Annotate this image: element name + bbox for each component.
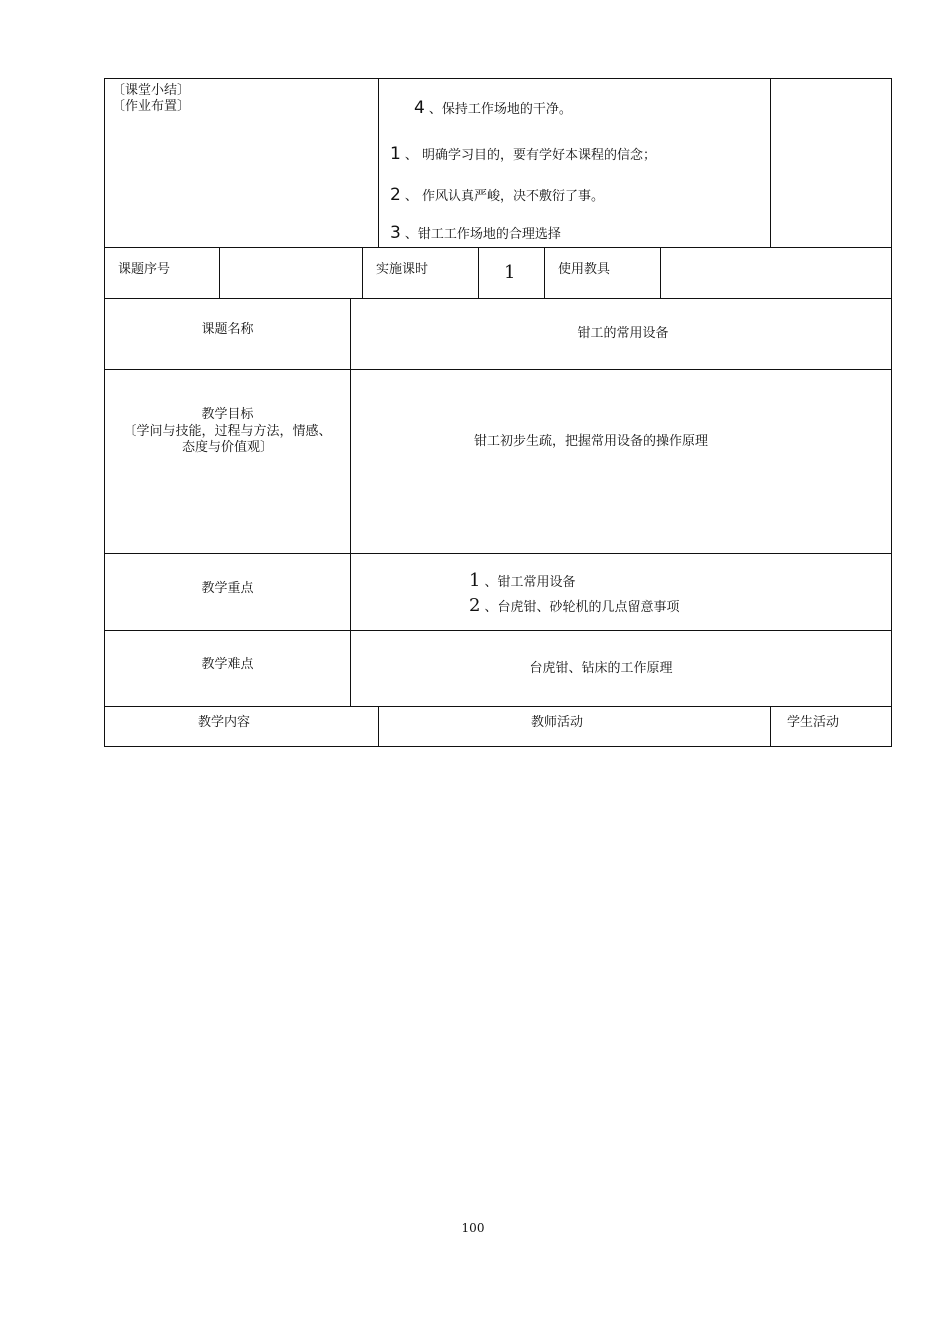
summary-item-2-number: 1	[390, 144, 401, 164]
summary-item-3-number: 2	[390, 185, 401, 205]
topic-value: 钳工的常用设备	[577, 326, 669, 341]
summary-item-2	[390, 144, 656, 164]
key-point-2	[469, 595, 679, 616]
hours-value: 1	[504, 262, 516, 283]
key-points-label: 教学重点	[201, 581, 254, 596]
summary-item-4-number: 3	[390, 223, 401, 243]
summary-item-2-text: 、 明确学习目的，要有学好本课程的信念；	[404, 148, 656, 163]
goal-label-3: 态度与价值观〕	[181, 440, 273, 455]
summary-item-1-number: 4	[414, 98, 425, 118]
summary-label-1: 〔课堂小结〕	[112, 83, 191, 98]
summary-label-2: 〔作业布置〕	[112, 99, 191, 114]
key-point-1-number: 1	[469, 570, 481, 591]
key-point-1-text: 、钳工常用设备	[484, 575, 576, 590]
goal-value: 钳工初步生疏，把握常用设备的操作原理	[473, 434, 708, 449]
hours-label: 实施课时	[376, 262, 429, 277]
key-point-1	[469, 570, 575, 591]
topic-label: 课题名称	[201, 322, 254, 337]
goal-label-2: 〔学问与技能，过程与方法，情感、	[123, 424, 332, 439]
key-point-2-number: 2	[469, 595, 481, 616]
teacher-activity-header: 教师活动	[530, 715, 583, 730]
serial-label: 课题序号	[118, 262, 171, 277]
summary-item-1-text: 、保持工作场地的干净。	[428, 102, 572, 117]
student-activity-header: 学生活动	[786, 715, 839, 730]
tools-label: 使用教具	[558, 262, 611, 277]
difficulty-label: 教学难点	[201, 657, 254, 672]
summary-item-3	[390, 185, 604, 205]
summary-item-1	[414, 98, 572, 118]
goal-label-1: 教学目标	[201, 407, 254, 422]
content-header: 教学内容	[197, 715, 250, 730]
key-point-2-text: 、台虎钳、砂轮机的几点留意事项	[484, 600, 680, 615]
difficulty-value: 台虎钳、钻床的工作原理	[529, 661, 673, 676]
summary-item-3-text: 、 作风认真严峻，决不敷衍了事。	[404, 189, 604, 204]
page-number: 100	[461, 1221, 485, 1235]
summary-item-4	[390, 223, 561, 243]
summary-item-4-text: 、钳工工作场地的合理选择	[404, 227, 561, 242]
